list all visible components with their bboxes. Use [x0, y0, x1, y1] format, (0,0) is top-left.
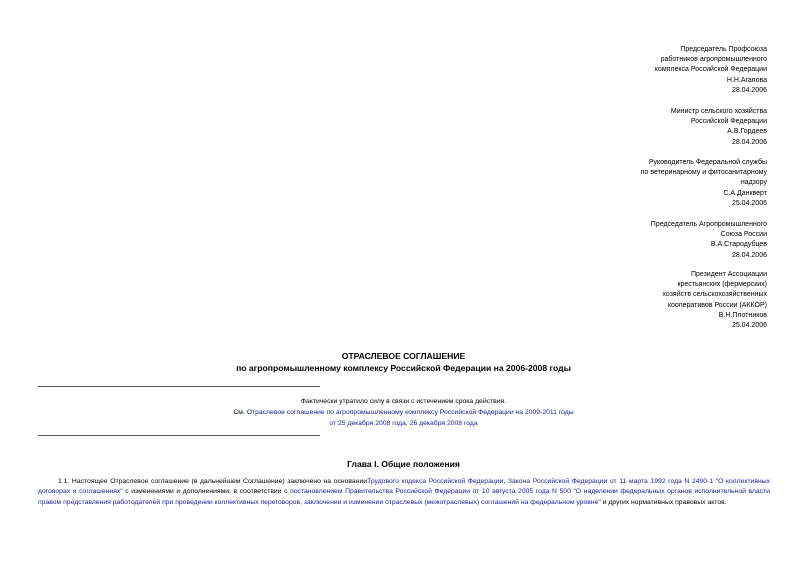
signature-date: 28.04.2006 [731, 86, 767, 94]
signature-date: 25.04.2006 [731, 199, 767, 207]
status-note-prefix: См. [233, 409, 247, 416]
paragraph-text: , [503, 478, 508, 485]
signature-line: работников агропромышленного [660, 56, 767, 64]
signature-date: 28.04.2006 [731, 138, 767, 146]
signature-block-3 [641, 158, 767, 209]
status-note-line1: Фактически утратило силу в связи с истечением срока действия. [300, 398, 507, 405]
divider-bottom [38, 435, 320, 436]
signature-name: Н.Н.Агапова [726, 76, 767, 84]
signature-name: А.В.Гордеев [727, 128, 767, 136]
successor-agreement-date-link[interactable]: от 25 декабря 2008 года, 26 декабря 2008 года [329, 420, 478, 427]
status-note-line2 [0, 408, 807, 419]
collective-agreements-law-link[interactable]: Закона Российской Федерации от 11 марта 1992 года N 2490-1 "О коллективных договорах и соглашениях" [38, 478, 771, 496]
signature-line: по ветеринарному и фитосанитарному [640, 169, 767, 177]
document-subtitle: по агропромышленному комплексу Российской Федерации на 2006-2008 годы [236, 363, 571, 373]
signature-name: В.А.Стародубцев [710, 241, 767, 249]
signature-line: Президент Ассоциации [690, 271, 767, 278]
paragraph-1-1 [38, 477, 770, 508]
signature-block-1 [655, 45, 767, 96]
divider-top [38, 386, 320, 387]
signature-date: 25.04.2006 [731, 322, 767, 330]
document-title: ОТРАСЛЕВОЕ СОГЛАШЕНИЕ [341, 351, 466, 361]
signature-line: комплекса Российской Федерации [654, 66, 767, 74]
status-note-line3 [0, 419, 807, 430]
signature-date: 28.04.2006 [731, 251, 767, 259]
paragraph-text: с изменениями и дополнениями, в соответствии с [122, 488, 291, 496]
signature-line: крестьянских (фермерских) [677, 281, 767, 289]
chapter-heading: Глава I. Общие положения [347, 459, 460, 469]
signature-block-4 [651, 220, 767, 261]
signature-line: Российской Федерации [690, 118, 767, 126]
signature-line: Министр сельского хозяйства [670, 108, 767, 115]
signature-line: Председатель Агропромышленного [650, 221, 767, 228]
signature-name: В.Н.Плотников [718, 311, 767, 319]
signature-block-5 [662, 270, 767, 331]
paragraph-text: 1.1. Настоящее Отраслевое соглашение (в дальнейшем Соглашение) заключено на основании [58, 478, 368, 485]
signature-line: надзору [740, 179, 767, 187]
signature-line: Союза России [720, 231, 767, 239]
signature-line: Председатель Профсоюза [680, 46, 767, 53]
signature-line: Руководитель Федеральной службы [648, 159, 767, 166]
labor-code-link[interactable]: Трудового кодекса Российской Федерации [367, 478, 504, 485]
successor-agreement-link[interactable]: Отраслевое соглашение по агропромышленному комплексу Российской Федерации на 2009-2011 годы [246, 409, 574, 416]
signature-line: хозяйств сельскохозяйственных [662, 291, 767, 299]
signature-block-2 [671, 107, 767, 148]
signature-line: кооперативов России (АККОР) [667, 301, 767, 309]
signature-name: С.А.Данкверт [723, 189, 767, 197]
government-resolution-link[interactable]: постановлением Правительства Российской Федерации от 10 августа 2005 года N 500 "О наделении федеральных органов исполнительной власти правом представления работодателей при проведении коллективных переговоров, заключении и изменении отраслевых (межотраслевых) соглашений на федеральном уровне" [38, 488, 770, 506]
paragraph-text: и других нормативных правовых актов. [600, 498, 727, 506]
